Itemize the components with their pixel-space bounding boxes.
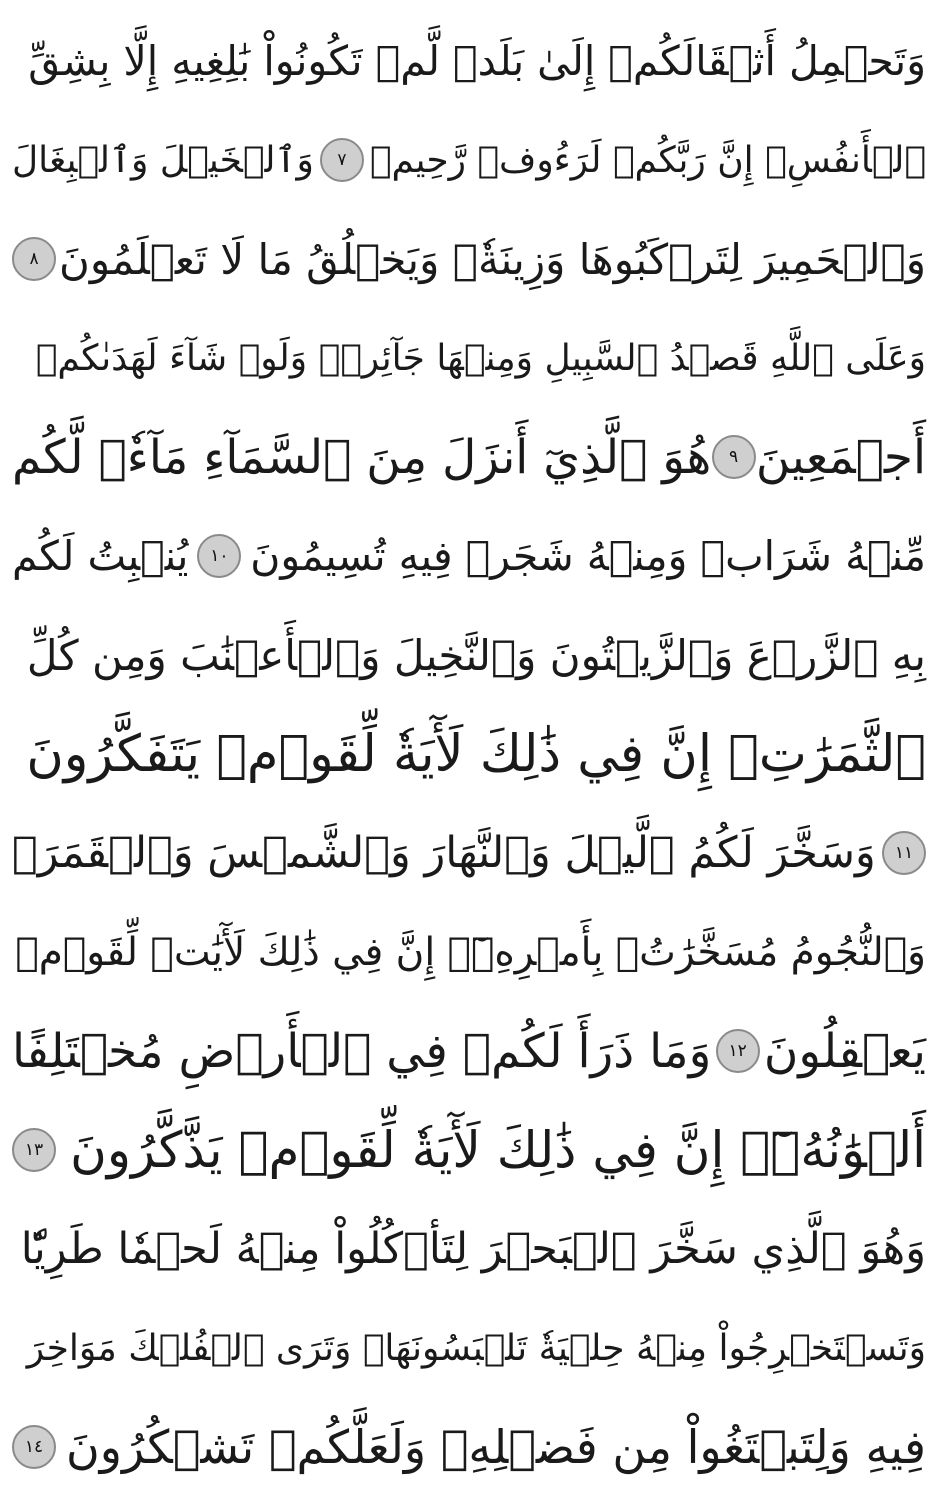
quran-line [12,1202,926,1296]
quran-line [12,113,926,207]
verse-text: وَسَخَّرَ لَكُمُ ٱلَّيۡلَ وَٱلنَّهَارَ وَٱلشَّمۡسَ وَٱلۡقَمَرَۖ [12,828,876,878]
verse-text: وَٱلۡخَيۡلَ وَٱلۡبِغَالَ [12,139,314,181]
verse-text: بِهِ ٱلزَّرۡعَ وَٱلزَّيۡتُونَ وَٱلنَّخِيلَ وَٱلۡأَعۡنَٰبَ وَمِن كُلِّ [26,630,926,680]
quran-line [12,1103,926,1197]
ayah-number-marker: ١٤ [12,1425,56,1469]
ayah-number-marker: ١٠ [197,534,241,578]
quran-line [12,905,926,999]
verse-text: يُنۢبِتُ لَكُم [12,532,189,580]
verse-text: وَتَحۡمِلُ أَثۡقَالَكُمۡ إِلَىٰ بَلَدٖ لَّمۡ تَكُونُواْ بَٰلِغِيهِ إِلَّا بِشِقِّ [28,37,926,85]
quran-line [12,1301,926,1395]
verse-text: مِّنۡهُ شَرَابٞ وَمِنۡهُ شَجَرٞ فِيهِ تُسِيمُونَ [250,532,926,580]
verse-text: ٱلۡأَنفُسِۚ إِنَّ رَبَّكُمۡ لَرَءُوفٞ رَّحِيمٞ [369,139,926,181]
verse-text: أَجۡمَعِينَ [755,429,926,485]
verse-text: وَٱلنُّجُومُ مُسَخَّرَٰتُۢ بِأَمۡرِهِۦٓۚ إِنَّ فِي ذَٰلِكَ لَأٓيَٰتٖ لِّقَوۡمٖ [15,929,926,975]
verse-text: أَلۡوَٰنُهُۥٓۚ إِنَّ فِي ذَٰلِكَ لَأٓيَةٗ لِّقَوۡمٖ يَذَّكَّرُونَ [70,1121,926,1179]
verse-text: وَتَسۡتَخۡرِجُواْ مِنۡهُ حِلۡيَةٗ تَلۡبَسُونَهَاۖ وَتَرَى ٱلۡفُلۡكَ مَوَاخِرَ [26,1327,926,1369]
ayah-number-marker: ٧ [320,138,364,182]
quran-line [12,1004,926,1098]
ayah-number-marker: ١٢ [716,1029,760,1073]
verse-text: وَهُوَ ٱلَّذِي سَخَّرَ ٱلۡبَحۡرَ لِتَأۡكُلُواْ مِنۡهُ لَحۡمٗا طَرِيّٗا [20,1224,926,1274]
verse-text: يَعۡقِلُونَ [763,1023,926,1079]
quran-line [12,1400,926,1494]
ayah-number-marker: ٨ [12,237,56,281]
quran-line [12,509,926,603]
ayah-number-marker: ١٣ [12,1128,56,1172]
verse-text: فِيهِ وَلِتَبۡتَغُواْ مِن فَضۡلِهِۦ وَلَعَلَّكُمۡ تَشۡكُرُونَ [66,1420,926,1474]
ayah-number-marker: ٩ [712,435,756,479]
quran-line [12,410,926,504]
verse-text: وَمَا ذَرَأَ لَكُمۡ فِي ٱلۡأَرۡضِ مُخۡتَلِفًا [12,1023,712,1079]
quran-line [12,608,926,702]
verse-text: ٱلثَّمَرَٰتِۚ إِنَّ فِي ذَٰلِكَ لَأٓيَةٗ لِّقَوۡمٖ يَتَفَكَّرُونَ [26,724,926,784]
quran-line [12,707,926,801]
quran-line [12,806,926,900]
quran-line [12,212,926,306]
quran-line [12,14,926,108]
verse-text: هُوَ ٱلَّذِيٓ أَنزَلَ مِنَ ٱلسَّمَآءِ مَآءٗۖ لَّكُم [12,429,712,485]
verse-text: وَٱلۡحَمِيرَ لِتَرۡكَبُوهَا وَزِينَةٗۚ وَيَخۡلُقُ مَا لَا تَعۡلَمُونَ [59,234,926,284]
quran-line [12,311,926,405]
ayah-number-marker: ١١ [882,831,926,875]
verse-text: وَعَلَى ٱللَّهِ قَصۡدُ ٱلسَّبِيلِ وَمِنۡهَا جَآئِرٞۚ وَلَوۡ شَآءَ لَهَدَىٰكُمۡ [35,337,926,379]
